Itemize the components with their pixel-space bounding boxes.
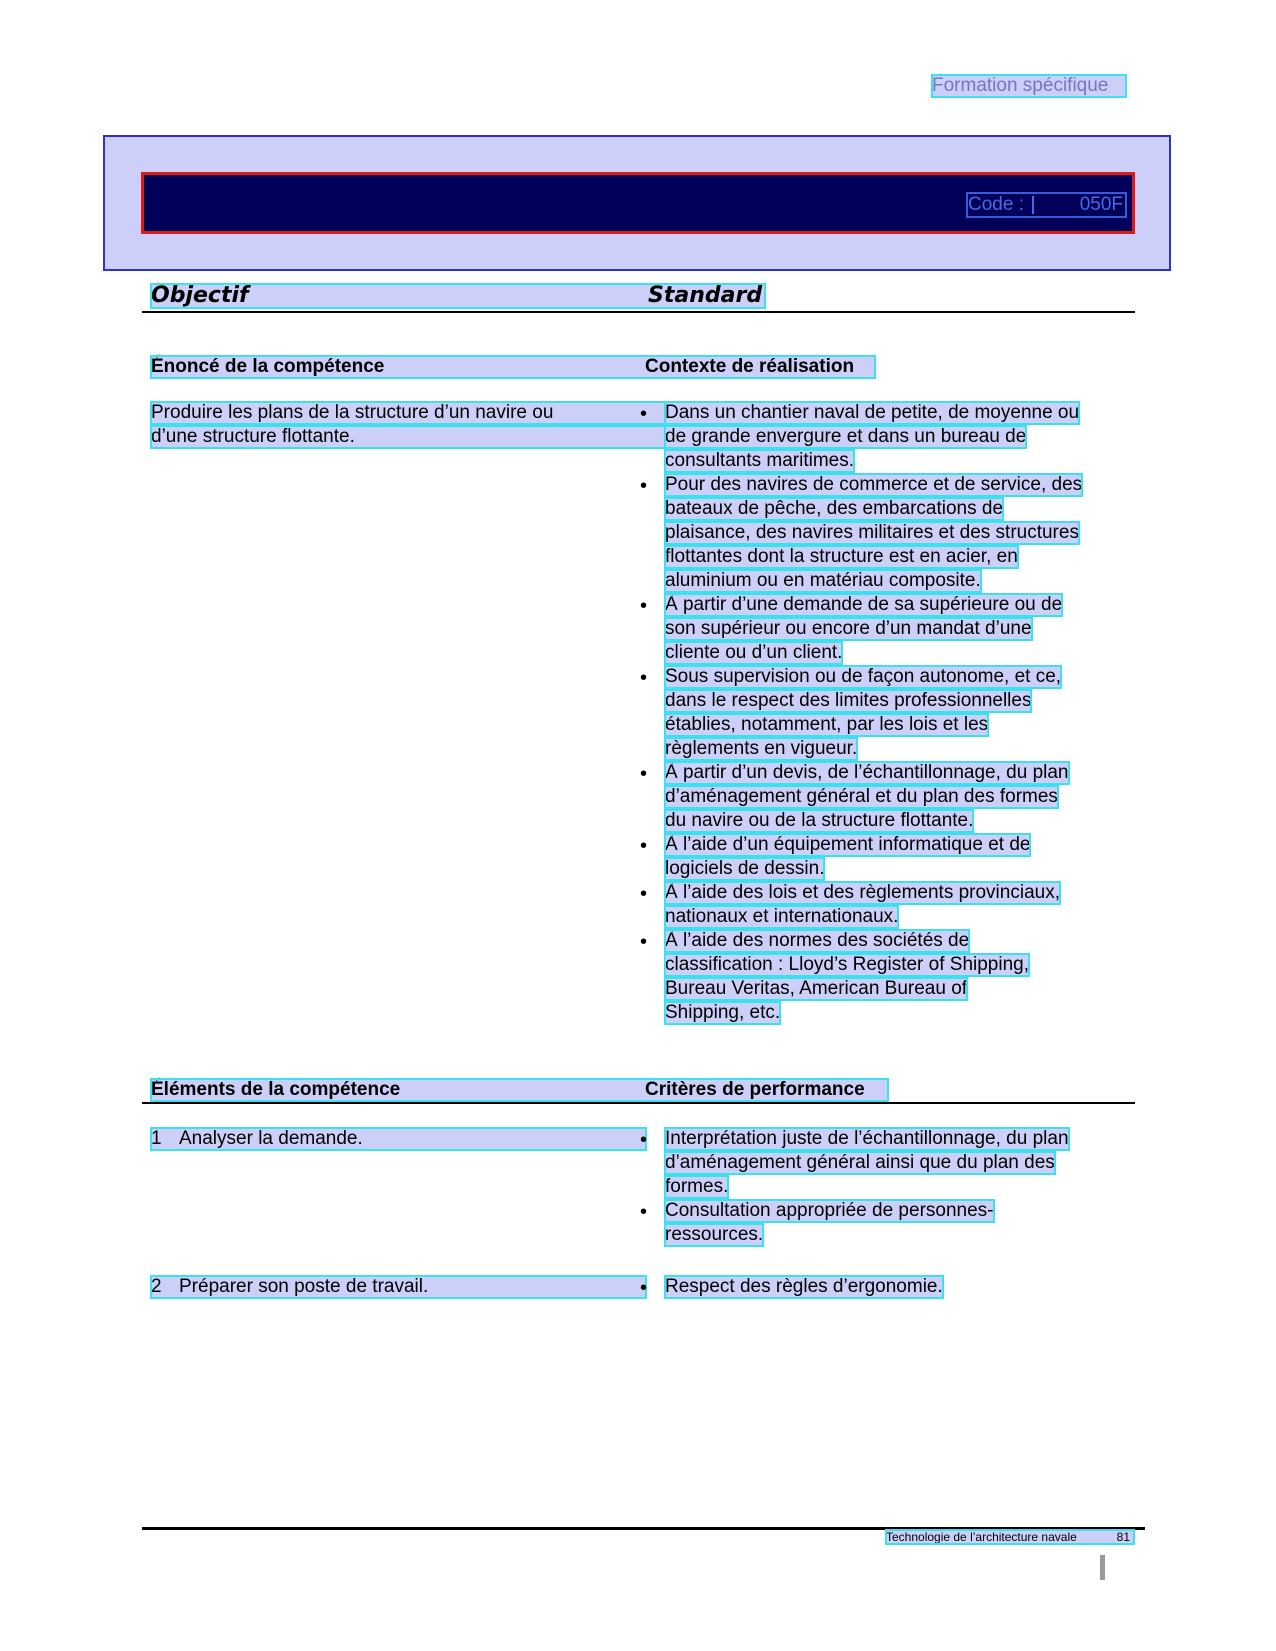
list-item <box>640 834 1120 880</box>
bullet-icon: • <box>640 931 648 953</box>
standard-heading: Standard <box>648 283 763 308</box>
list-item-line: de grande envergure et dans un bureau de <box>665 426 1027 447</box>
list-item-line: Dans un chantier naval de petite, de moyenne ou <box>665 402 1080 423</box>
list-item-line: ressources. <box>665 1224 764 1245</box>
element-number: 1 <box>151 1128 162 1149</box>
bullet-icon: • <box>640 1201 648 1223</box>
list-item-line: À partir d’un devis, de l’échantillonnage, du plan <box>665 762 1069 783</box>
list-item-line: À l’aide des normes des sociétés de <box>665 930 970 951</box>
bullet-icon: • <box>640 475 648 497</box>
list-item-line: Bureau Veritas, American Bureau of <box>665 978 968 999</box>
list-item <box>640 1128 1120 1198</box>
list-item-line: À partir d’une demande de sa supérieure ou de <box>665 594 1063 615</box>
list-item-line: dans le respect des limites professionnelles <box>665 690 1032 711</box>
enonce-line-2: d’une structure flottante. <box>151 426 874 448</box>
element-row-1 <box>151 1128 646 1150</box>
footer-title: Technologie de l’architecture navale <box>886 1530 1077 1544</box>
bullet-icon: • <box>640 595 648 617</box>
list-item-line: Interprétation juste de l’échantillonnage, du plan <box>665 1128 1069 1149</box>
element-label: Préparer son poste de travail. <box>179 1276 429 1297</box>
list-item-line: formes. <box>665 1176 729 1197</box>
list-item-line: établies, notamment, par les lois et les <box>665 714 989 735</box>
competency-code <box>968 194 1125 216</box>
list-item-line: Consultation appropriée de personnes- <box>665 1200 994 1221</box>
list-item <box>640 1200 1120 1246</box>
bullet-icon: • <box>640 667 648 689</box>
enonce-line-1: Produire les plans de la structure d’un navire ou <box>151 402 874 424</box>
list-item-line: flottantes dont la structure est en acier, en <box>665 546 1018 567</box>
list-item-line: aluminium ou en matériau composite. <box>665 570 981 591</box>
criteres-heading: Critères de performance <box>645 1079 865 1100</box>
code-label: Code : <box>968 194 1024 215</box>
bullet-icon: • <box>640 1277 648 1299</box>
list-item-line: bateaux de pêche, des embarcations de <box>665 498 1004 519</box>
list-item <box>640 402 1120 472</box>
page-edge-mark <box>1100 1555 1105 1580</box>
bullet-icon: • <box>640 1129 648 1151</box>
list-item-line: plaisance, des navires militaires et des structures <box>665 522 1079 543</box>
list-item-line: règlements en vigueur. <box>665 738 858 759</box>
list-item-line: À l’aide d’un équipement informatique et de <box>665 834 1031 855</box>
list-item-line: Sous supervision ou de façon autonome, et ce, <box>665 666 1062 687</box>
list-item-line: d’aménagement général et du plan des formes <box>665 786 1058 807</box>
criteres-list-1 <box>640 1128 1120 1248</box>
list-item <box>640 930 1120 1024</box>
divider-middle <box>142 1102 1135 1104</box>
objectif-heading: Objectif <box>151 284 765 308</box>
list-item <box>640 474 1120 592</box>
list-item-line: classification : Lloyd’s Register of Shipping, <box>665 954 1030 975</box>
list-item <box>640 762 1120 832</box>
bullet-icon: • <box>640 883 648 905</box>
list-item <box>640 594 1120 664</box>
list-item-line: du navire ou de la structure flottante. <box>665 810 974 831</box>
list-item-line: son supérieur ou encore d’un mandat d’une <box>665 618 1032 639</box>
bullet-icon: • <box>640 835 648 857</box>
contexte-heading: Contexte de réalisation <box>645 356 855 377</box>
list-item-line: nationaux et internationaux. <box>665 906 899 927</box>
list-item-line: Pour des navires de commerce et de service, des <box>665 474 1083 495</box>
enonce-heading: Énoncé de la compétence <box>151 356 875 378</box>
element-number: 2 <box>151 1276 162 1297</box>
bullet-icon: • <box>640 763 648 785</box>
list-item <box>640 1276 1120 1298</box>
bullet-icon: • <box>640 403 648 425</box>
criteres-list-2 <box>640 1276 1120 1300</box>
list-item-line: Shipping, etc. <box>665 1002 781 1023</box>
elements-heading: Éléments de la compétence <box>151 1079 888 1101</box>
contexte-list <box>640 402 1120 1026</box>
page-number: 81 <box>1116 1530 1130 1544</box>
list-item <box>640 666 1120 760</box>
footer <box>886 1530 1134 1544</box>
code-separator <box>1032 196 1034 214</box>
section-label: Formation spécifique <box>932 75 1126 97</box>
list-item-line: consultants maritimes. <box>665 450 855 471</box>
list-item-line: À l’aide des lois et des règlements provinciaux, <box>665 882 1060 903</box>
list-item-line: logiciels de dessin. <box>665 858 825 879</box>
list-item-line: d’aménagement général ainsi que du plan des <box>665 1152 1055 1173</box>
divider-top <box>142 311 1135 313</box>
list-item-line: cliente ou d’un client. <box>665 642 843 663</box>
list-item-line: Respect des règles d’ergonomie. <box>665 1276 943 1297</box>
element-row-2 <box>151 1276 646 1298</box>
list-item <box>640 882 1120 928</box>
element-label: Analyser la demande. <box>179 1128 363 1149</box>
code-value: 050F <box>1079 194 1123 215</box>
